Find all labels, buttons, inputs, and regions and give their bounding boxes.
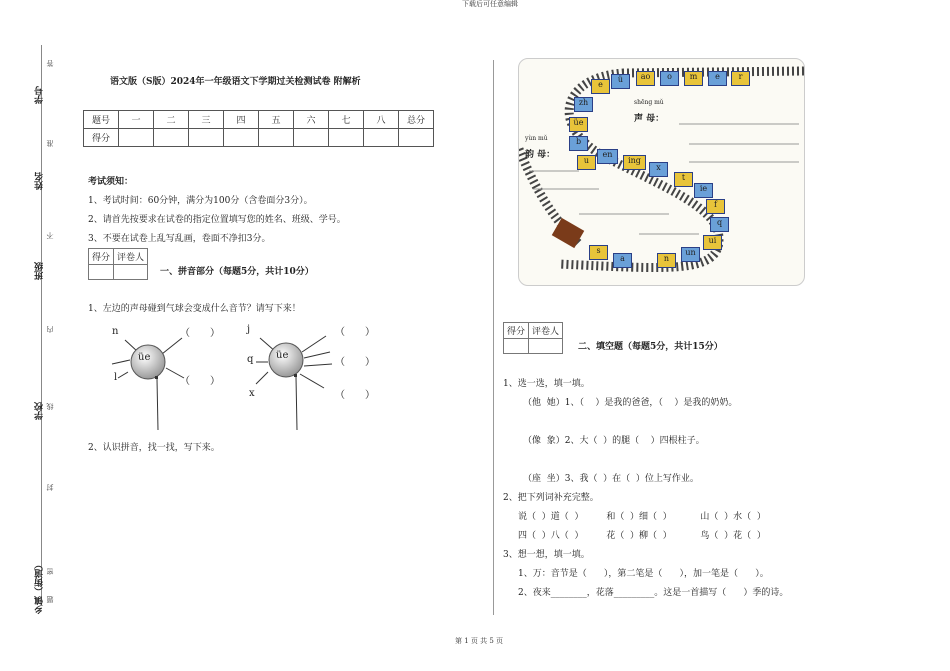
binding-label-xiangzhen: 乡镇（街道） xyxy=(35,560,45,614)
seal-char: 封 xyxy=(46,484,54,491)
score-cell[interactable] xyxy=(189,129,224,147)
header-note: 下载后可任意编辑 xyxy=(462,0,518,8)
answer-paren[interactable]: （ ） xyxy=(335,327,375,338)
train-car: en xyxy=(597,149,618,164)
train-car: x xyxy=(649,162,668,177)
train-car: n xyxy=(657,253,676,268)
section1-q2: 2、认识拼音，找一找，写下来。 xyxy=(88,443,220,453)
train-car: r xyxy=(731,71,750,86)
train-car: o xyxy=(660,71,679,86)
train-car: ie xyxy=(694,183,713,198)
section1-q1: 1、左边的声母碰到气球会变成什么音节？请写下来！ xyxy=(88,304,301,314)
answer-paren[interactable]: （ ） xyxy=(180,328,220,339)
section2-q2b: 四（ ）八（ ） 花（ ）柳（ ） 鸟（ ）花（ ） xyxy=(518,531,766,541)
grader-box xyxy=(88,248,148,280)
balloon-1-left-n: n xyxy=(112,326,119,337)
score-cell[interactable] xyxy=(119,129,154,147)
binding-label-xingming: 姓名 xyxy=(35,172,45,190)
score-cell[interactable] xyxy=(329,129,364,147)
train-car: u xyxy=(577,155,596,170)
seal-char: 密 xyxy=(46,568,54,575)
score-cell[interactable] xyxy=(399,129,434,147)
seal-char: 题 xyxy=(46,596,54,603)
score-header: 六 xyxy=(294,111,329,129)
seal-char: 内 xyxy=(46,326,54,333)
train-car: t xyxy=(674,172,693,187)
seal-char: 答 xyxy=(46,60,54,67)
score-cell[interactable] xyxy=(259,129,294,147)
score-cell[interactable] xyxy=(154,129,189,147)
score-header: 八 xyxy=(364,111,399,129)
binding-label-banji: 班级 xyxy=(35,262,45,280)
binding-label-xuexiao: 学校 xyxy=(35,402,45,420)
train-picture xyxy=(518,58,805,286)
seal-char: 不 xyxy=(46,232,54,239)
section2-q1b: （像 象）2、大（ ）的腿（ ）四根柱子。 xyxy=(523,436,705,446)
train-car: zh xyxy=(574,97,593,112)
grader-score-label: 得分 xyxy=(504,323,529,339)
section2-q3a: 1、万：音节是（ ），第二笔是（ ），加一笔是（ ）。 xyxy=(518,569,769,579)
train-car: m xyxy=(684,71,703,86)
notice-item: 1、考试时间：60分钟，满分为100分（含卷面分3分）。 xyxy=(88,196,313,206)
section1-title: 一、拼音部分（每题5分，共计10分） xyxy=(160,267,314,277)
score-header: 一 xyxy=(119,111,154,129)
shengmu-label: 声 母： xyxy=(634,114,665,124)
train-car: üe xyxy=(569,117,588,132)
notice-item: 2、请首先按要求在试卷的指定位置填写您的姓名、班级、学号。 xyxy=(88,215,346,225)
page-footer: 第 1 页 共 5 页 xyxy=(455,637,504,645)
balloon-2-left-x: x xyxy=(249,388,255,399)
section2-title: 二、填空题（每题5分，共计15分） xyxy=(578,342,723,352)
score-cell[interactable] xyxy=(224,129,259,147)
train-car: b xyxy=(569,136,588,151)
score-header: 题号 xyxy=(84,111,119,129)
seal-char: 线 xyxy=(46,403,54,410)
train-car: e xyxy=(708,71,727,86)
train-car: q xyxy=(710,217,729,232)
score-header: 总分 xyxy=(399,111,434,129)
section2-q3: 3、想一想，填一填。 xyxy=(503,550,590,560)
section2-q2: 2、把下列词补充完整。 xyxy=(503,493,599,503)
balloon-2-left-j: j xyxy=(247,324,251,335)
notice-heading: 考试须知： xyxy=(88,177,134,187)
train-car: un xyxy=(681,247,700,262)
balloon-1-center: üe xyxy=(138,352,151,363)
score-header: 二 xyxy=(154,111,189,129)
section2-q2a: 说（ ）道（ ） 和（ ）细（ ） 山（ ）水（ ） xyxy=(518,512,766,522)
section2-q1: 1、选一选，填一填。 xyxy=(503,379,590,389)
shengmu-pinyin: shēng mǔ xyxy=(634,99,664,106)
balloon-1-left-l: l xyxy=(114,372,118,383)
grader-person-cell[interactable] xyxy=(114,265,148,280)
answer-paren[interactable]: （ ） xyxy=(335,357,375,368)
answer-paren[interactable]: （ ） xyxy=(180,376,220,387)
yunmu-pinyin: yùn mǔ xyxy=(525,135,548,142)
score-header: 七 xyxy=(329,111,364,129)
answer-paren[interactable]: （ ） xyxy=(335,390,375,401)
score-header: 四 xyxy=(224,111,259,129)
grader-person-cell[interactable] xyxy=(529,339,563,354)
balloon-2-left-q: q xyxy=(247,354,254,365)
seal-char: 准 xyxy=(46,140,54,147)
train-car: f xyxy=(706,199,725,214)
train-car: a xyxy=(613,253,632,268)
train-car: e xyxy=(591,79,610,94)
train-car: ü xyxy=(611,74,630,89)
train-car: ao xyxy=(636,71,655,86)
grader-score-cell[interactable] xyxy=(504,339,529,354)
train-car: s xyxy=(589,245,608,260)
score-row-label: 得分 xyxy=(84,129,119,147)
grader-person-label: 评卷人 xyxy=(529,323,563,339)
grader-box xyxy=(503,322,563,354)
score-cell[interactable] xyxy=(364,129,399,147)
section2-q3b: 2、夜来________，花落_________。这是一首描写（ ）季的诗。 xyxy=(518,588,789,598)
notice-item: 3、不要在试卷上乱写乱画，卷面不净扣3分。 xyxy=(88,234,271,244)
grader-person-label: 评卷人 xyxy=(114,249,148,265)
train-car: ui xyxy=(703,235,722,250)
balloon-2-graphic xyxy=(240,320,370,450)
page-title: 语文版（S版）2024年一年级语文下学期过关检测试卷 附解析 xyxy=(110,77,361,87)
section2-q1c: （座 坐）3、我（ ）在（ ）位上写作业。 xyxy=(523,474,699,484)
binding-label-xuehao: 学号 xyxy=(35,86,45,104)
score-header: 五 xyxy=(259,111,294,129)
score-table xyxy=(83,110,434,147)
score-header: 三 xyxy=(189,111,224,129)
grader-score-cell[interactable] xyxy=(89,265,114,280)
balloon-2-center: üe xyxy=(276,350,289,361)
score-cell[interactable] xyxy=(294,129,329,147)
section2-q1a: （他 她）1、（ ）是我的爸爸，（ ）是我的奶奶。 xyxy=(523,398,738,408)
train-car: ing xyxy=(623,155,646,170)
column-divider xyxy=(493,60,494,615)
grader-score-label: 得分 xyxy=(89,249,114,265)
yunmu-label: 韵 母： xyxy=(525,150,556,160)
